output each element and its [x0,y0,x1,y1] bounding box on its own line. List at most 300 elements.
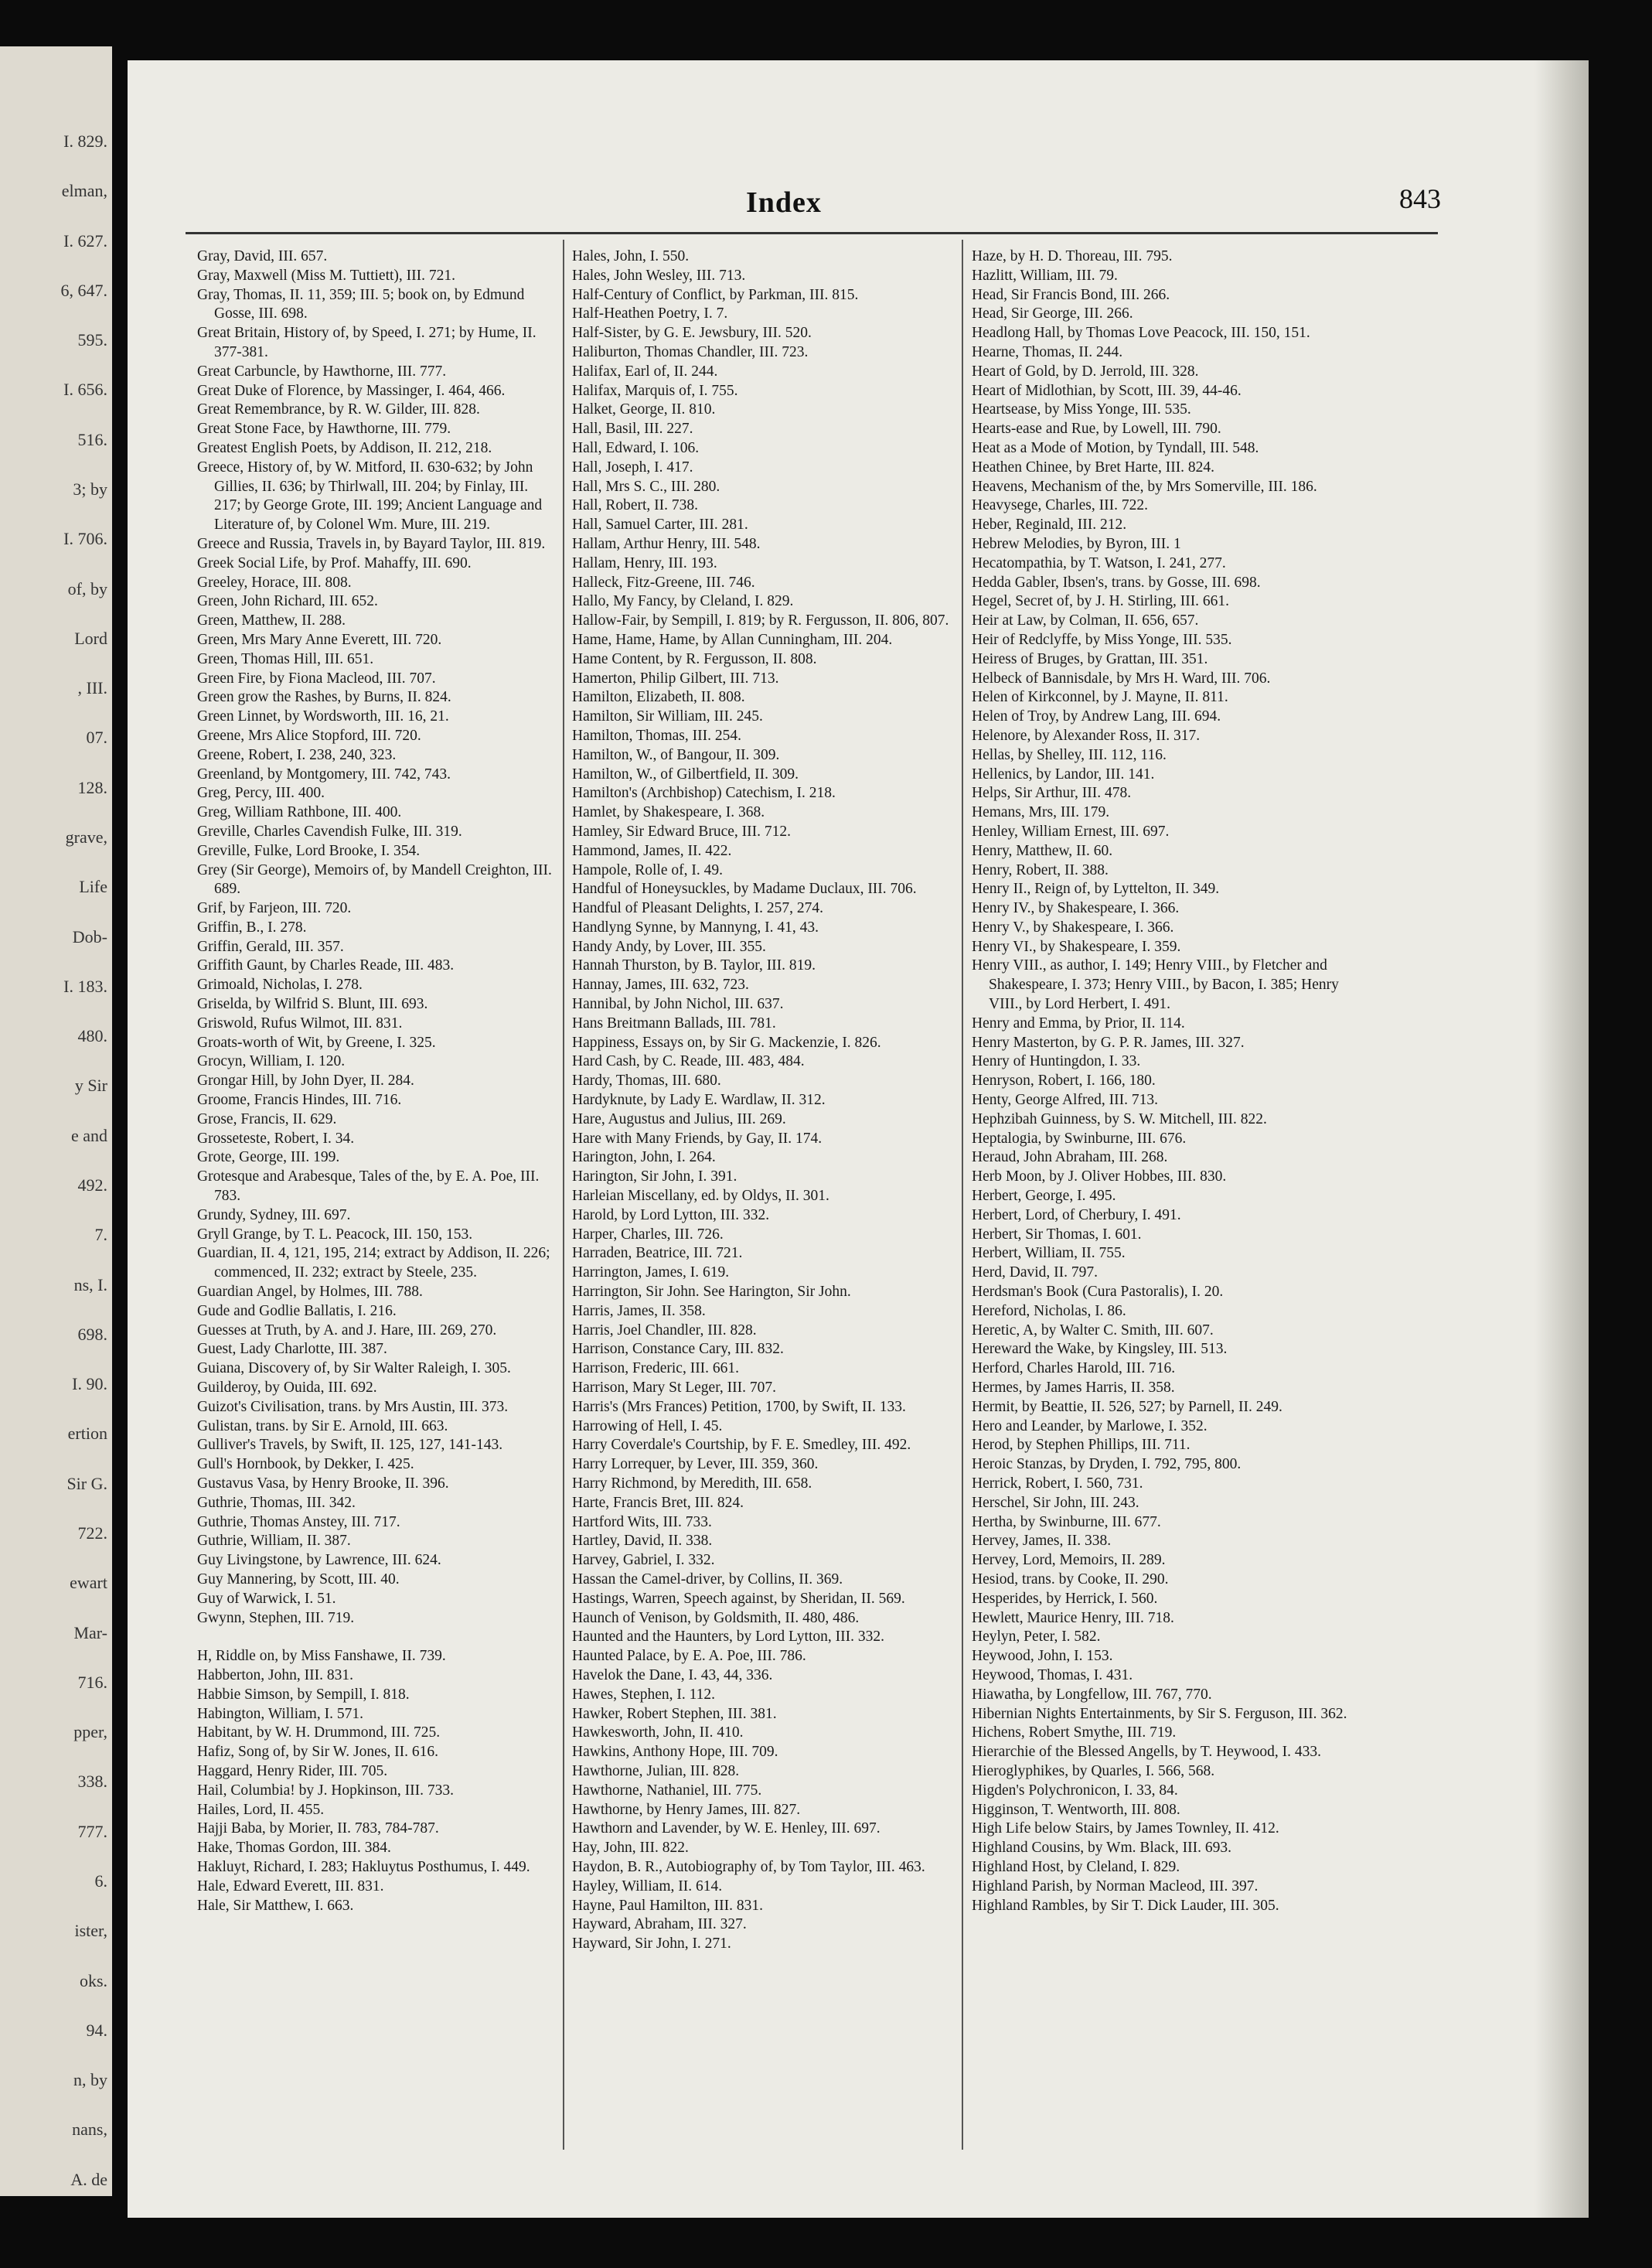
index-entry: Harold, by Lord Lytton, III. 332. [572,1206,770,1223]
index-entry: Gustavus Vasa, by Henry Brooke, II. 396. [197,1475,449,1492]
index-entry: Handful of Honeysuckles, by Madame Duclaux, III. 706. [572,881,917,898]
index-entry: Herbert, William, II. 755. [972,1245,1126,1262]
previous-page-text: I. 90. [72,1374,107,1394]
index-entry: Heber, Reginald, III. 212. [972,517,1127,534]
index-entry: Herrick, Robert, I. 560, 731. [972,1475,1143,1492]
index-entry: Hamilton, Thomas, III. 254. [572,727,741,744]
previous-page-text: A. de [70,2169,107,2189]
index-entry: Henley, William Ernest, III. 697. [972,823,1170,840]
index-entry: Hero and Leander, by Marlowe, I. 352. [972,1417,1207,1434]
previous-page-text: 6, 647. [60,280,107,300]
index-entry: Green Linnet, by Wordsworth, III. 16, 21. [197,708,449,725]
index-entry: Hamilton, Sir William, III. 245. [572,708,763,725]
index-entry: Halifax, Marquis of, I. 755. [572,382,738,399]
index-entry: Grose, Francis, II. 629. [197,1110,337,1127]
index-entry: Hard Cash, by C. Reade, III. 483, 484. [572,1053,805,1070]
index-entry: Herbert, Sir Thomas, I. 601. [972,1226,1142,1243]
previous-page-text: 716. [77,1672,107,1692]
index-entry: Gray, David, III. 657. [197,248,328,264]
index-entry: Griffin, B., I. 278. [197,919,307,936]
index-entry: Harry Lorrequer, by Lever, III. 359, 360. [572,1456,819,1473]
previous-page-text: I. 656. [63,380,107,400]
index-entry: Heir at Law, by Colman, II. 656, 657. [972,612,1199,629]
index-entry: Hermes, by James Harris, II. 358. [972,1380,1175,1397]
index-entry: Hare, Augustus and Julius, III. 269. [572,1110,786,1127]
index-entry: Hieroglyphikes, by Quarles, I. 566, 568. [972,1762,1215,1779]
previous-page-text: 338. [77,1772,107,1792]
index-entry: Hartley, David, II. 338. [572,1533,713,1550]
index-entry: Halket, George, II. 810. [572,401,716,418]
index-entry: Henry V., by Shakespeare, I. 366. [972,919,1174,936]
index-entry: Grimoald, Nicholas, I. 278. [197,977,363,994]
index-entry: Guthrie, Thomas, III. 342. [197,1494,356,1511]
index-entry: Greatest English Poets, by Addison, II. 212, 218. [197,439,492,456]
index-entry: Harleian Miscellany, ed. by Oldys, II. 301. [572,1188,829,1205]
index-entry: Heat as a Mode of Motion, by Tyndall, III. 548. [972,439,1259,456]
index-entry: Hayward, Sir John, I. 271. [572,1935,731,1953]
index-entry: Heroic Stanzas, by Dryden, I. 792, 795, 800. [972,1456,1242,1473]
index-entry: Henry of Huntingdon, I. 33. [972,1053,1141,1070]
index-entry: Hale, Sir Matthew, I. 663. [197,1897,354,1914]
index-entry: Heavens, Mechanism of the, by Mrs Somerville, III. 186. [972,478,1317,495]
index-entry: Hereward the Wake, by Kingsley, III. 513. [972,1341,1228,1358]
index-entry: Hall, Edward, I. 106. [572,439,700,456]
index-entry: Harte, Francis Bret, III. 824. [572,1494,744,1511]
column-rule-1 [563,240,564,2150]
index-entry: Hallo, My Fancy, by Cleland, I. 829. [572,593,794,610]
index-entry: Heiress of Bruges, by Grattan, III. 351. [972,650,1208,667]
index-entry: Hayne, Paul Hamilton, III. 831. [572,1897,763,1914]
index-entry [197,1628,554,1647]
index-entry: Guy of Warwick, I. 51. [197,1590,336,1607]
index-entry: Henry, Matthew, II. 60. [972,842,1113,859]
index-entry: Heart of Midlothian, by Scott, III. 39, 44-46. [972,382,1242,399]
index-entry: Head, Sir George, III. 266. [972,305,1133,322]
index-entry: Habbie Simson, by Sempill, I. 818. [197,1686,410,1703]
previous-page-text: 3; by [73,479,107,499]
index-entry: Hierarchie of the Blessed Angells, by T. Heywood, I. 433. [972,1744,1322,1761]
index-entry: Haze, by H. D. Thoreau, III. 795. [972,248,1173,264]
index-entry: Harrison, Frederic, III. 661. [572,1360,740,1377]
index-entry: Harry Coverdale's Courtship, by F. E. Smedley, III. 492. [572,1437,911,1454]
index-entry: Guiana, Discovery of, by Sir Walter Raleigh, I. 305. [197,1360,511,1377]
index-entry: Hawker, Robert Stephen, III. 381. [572,1705,777,1722]
index-entry: Harington, Sir John, I. 391. [572,1168,737,1185]
index-entry: Guesses at Truth, by A. and J. Hare, III. 269, 270. [197,1322,497,1339]
index-entry: Gryll Grange, by T. L. Peacock, III. 150, 153. [197,1226,473,1243]
index-entry: Helps, Sir Arthur, III. 478. [972,785,1132,802]
previous-page-text: 94. [86,2020,107,2040]
index-entry: Hawkesworth, John, II. 410. [572,1724,744,1741]
index-entry: Great Duke of Florence, by Massinger, I. 464, 466. [197,382,506,399]
index-entry: Guest, Lady Charlotte, III. 387. [197,1341,387,1358]
index-entry: Hamilton, W., of Bangour, II. 309. [572,746,780,763]
index-entry: Hallam, Henry, III. 193. [572,554,717,571]
index-entry: Highland Host, by Cleland, I. 829. [972,1858,1180,1875]
index-entry: Herod, by Stephen Phillips, III. 711. [972,1437,1190,1454]
previous-page-text: 698. [77,1324,107,1344]
index-entry: Green Fire, by Fiona Macleod, III. 707. [197,670,436,687]
index-entry: Green, John Richard, III. 652. [197,593,378,610]
index-entry: Havelok the Dane, I. 43, 44, 336. [572,1666,773,1683]
index-entry: Highland Cousins, by Wm. Black, III. 693. [972,1840,1231,1857]
index-entry: Hampole, Rolle of, I. 49. [572,861,723,878]
index-entry: Head, Sir Francis Bond, III. 266. [972,286,1170,303]
index-entry: Hannay, James, III. 632, 723. [572,977,749,994]
index-entry: Heathen Chinee, by Bret Harte, III. 824. [972,459,1215,476]
previous-page-text: , III. [77,678,107,698]
index-entry: Greene, Mrs Alice Stopford, III. 720. [197,727,421,744]
index-entry: Halleck, Fitz-Greene, III. 746. [572,574,755,591]
index-entry: Hereford, Nicholas, I. 86. [972,1302,1126,1319]
index-entry: Happiness, Essays on, by Sir G. Mackenzie, I. 826. [572,1034,881,1051]
index-entry: Hall, Basil, III. 227. [572,421,693,438]
index-entry: Hame, Hame, Hame, by Allan Cunningham, III. 204. [572,631,893,648]
index-entry: Hayward, Abraham, III. 327. [572,1916,747,1933]
index-entry: Greville, Fulke, Lord Brooke, I. 354. [197,842,421,859]
index-entry: Half-Century of Conflict, by Parkman, III. 815. [572,286,859,303]
index-entry: Grote, George, III. 199. [197,1149,340,1166]
index-entry: Greg, Percy, III. 400. [197,785,325,802]
previous-page-text: n, by [73,2070,107,2090]
index-entry: Gray, Maxwell (Miss M. Tuttiett), III. 721. [197,267,456,284]
previous-page-text: 7. [94,1225,107,1245]
index-entry: Grosseteste, Robert, I. 34. [197,1130,355,1147]
index-entry: Hakluyt, Richard, I. 283; Hakluytus Posthumus, I. 449. [197,1858,530,1875]
index-entry: Hannibal, by John Nichol, III. 637. [572,996,784,1013]
index-entry: Hawthorne, Julian, III. 828. [572,1762,740,1779]
index-entry: Hellas, by Shelley, III. 112, 116. [972,746,1167,763]
header-rule [186,232,1438,234]
previous-page-text: Lord [74,628,107,648]
index-entry: Hermit, by Beattie, II. 526, 527; by Parnell, II. 249. [972,1398,1282,1415]
index-entry: Hervey, James, II. 338. [972,1533,1112,1550]
page-title: Index [746,186,822,219]
index-entry: Great Carbuncle, by Hawthorne, III. 777. [197,363,447,380]
index-entry: Hannah Thurston, by B. Taylor, III. 819. [572,957,816,974]
index-entry: Henry VI., by Shakespeare, I. 359. [972,938,1181,955]
previous-page-text: 492. [77,1175,107,1195]
index-column-2 [572,247,955,1954]
previous-page-text: ertion [67,1424,107,1444]
previous-page-text: of, by [67,578,107,599]
index-entry: Herford, Charles Harold, III. 716. [972,1360,1176,1377]
index-entry: Helenore, by Alexander Ross, II. 317. [972,727,1201,744]
index-entry: Hardyknute, by Lady E. Wardlaw, II. 312. [572,1092,826,1109]
index-entry: Grif, by Farjeon, III. 720. [197,900,352,917]
index-entry: Half-Sister, by G. E. Jewsbury, III. 520. [572,325,812,342]
index-entry: Haydon, B. R., Autobiography of, by Tom Taylor, III. 463. [572,1858,925,1875]
index-entry: Harington, John, I. 264. [572,1149,716,1166]
previous-page-text: 595. [77,330,107,350]
index-entry: Hafiz, Song of, by Sir W. Jones, II. 616. [197,1744,438,1761]
index-entry: Hedda Gabler, Ibsen's, trans. by Gosse, III. 698. [972,574,1261,591]
index-entry: Hawthorn and Lavender, by W. E. Henley, III. 697. [572,1820,880,1837]
index-entry: Guthrie, Thomas Anstey, III. 717. [197,1513,400,1530]
index-entry: Hales, John Wesley, III. 713. [572,267,746,284]
index-entry: Hesperides, by Herrick, I. 560. [972,1590,1158,1607]
index-entry: Gwynn, Stephen, III. 719. [197,1609,355,1626]
index-entry: Grongar Hill, by John Dyer, II. 284. [197,1073,414,1090]
index-entry: Hearne, Thomas, II. 244. [972,343,1123,360]
index-entry: Gray, Thomas, II. 11, 359; III. 5; book on, by Edmund Gosse, III. 698. [197,286,525,322]
index-entry: Heart of Gold, by D. Jerrold, III. 328. [972,363,1199,380]
index-entry: Heretic, A, by Walter C. Smith, III. 607. [972,1322,1214,1339]
index-entry: Greenland, by Montgomery, III. 742, 743. [197,766,451,783]
index-entry: Hall, Mrs S. C., III. 280. [572,478,720,495]
index-entry: Gulistan, trans. by Sir E. Arnold, III. 663. [197,1417,448,1434]
index-entry: H, Riddle on, by Miss Fanshawe, II. 739. [197,1648,446,1665]
index-entry: Henty, George Alfred, III. 713. [972,1092,1158,1109]
index-entry: Guy Mannering, by Scott, III. 40. [197,1571,400,1588]
index-entry: Harrington, Sir John. See Harington, Sir John. [572,1284,851,1301]
index-entry: Henry and Emma, by Prior, II. 114. [972,1015,1185,1032]
index-entry: Harry Richmond, by Meredith, III. 658. [572,1475,812,1492]
index-entry: Haunted and the Haunters, by Lord Lytton, III. 332. [572,1629,884,1646]
previous-page-text: I. 183. [63,976,107,996]
index-entry: Henry Masterton, by G. P. R. James, III. 327. [972,1034,1245,1051]
previous-page-fragment [0,46,112,2196]
index-entry: Hall, Joseph, I. 417. [572,459,693,476]
index-entry: Hall, Robert, II. 738. [572,497,699,514]
index-entry: Higginson, T. Wentworth, III. 808. [972,1801,1180,1818]
index-entry: Hajji Baba, by Morier, II. 783, 784-787. [197,1820,439,1837]
index-entry: Hamilton, Elizabeth, II. 808. [572,689,745,706]
previous-page-text: I. 829. [63,131,107,151]
previous-page-text: I. 627. [63,230,107,251]
index-entry: Hebrew Melodies, by Byron, III. 1 [972,535,1181,552]
index-entry: Helen of Kirkconnel, by J. Mayne, II. 811. [972,689,1228,706]
index-entry: Halifax, Earl of, II. 244. [572,363,718,380]
index-entry: Harrington, James, I. 619. [572,1264,730,1281]
index-entry: Henryson, Robert, I. 166, 180. [972,1073,1156,1090]
index-entry: Heavysege, Charles, III. 722. [972,497,1148,514]
index-entry: High Life below Stairs, by James Townley, II. 412. [972,1820,1279,1837]
previous-page-text: I. 706. [63,529,107,549]
index-entry: Grotesque and Arabesque, Tales of the, by E. A. Poe, III. 783. [197,1168,540,1205]
index-entry: Hale, Edward Everett, III. 831. [197,1877,384,1895]
index-entry: Handy Andy, by Lover, III. 355. [572,938,766,955]
page-number: 843 [1399,183,1441,214]
index-entry: Hamlet, by Shakespeare, I. 368. [572,804,765,821]
previous-page-text: oks. [79,1970,107,1990]
index-entry: Hegel, Secret of, by J. H. Stirling, III. 661. [972,593,1230,610]
index-entry: Hallow-Fair, by Sempill, I. 819; by R. Fergusson, II. 806, 807. [572,612,949,629]
index-entry: Harrison, Constance Cary, III. 832. [572,1341,784,1358]
previous-page-text: grave, [65,827,107,847]
index-entry: Heir of Redclyffe, by Miss Yonge, III. 535. [972,631,1232,648]
index-entry: Harraden, Beatrice, III. 721. [572,1245,743,1262]
previous-page-text: ister, [74,1921,107,1941]
previous-page-text: ns, I. [73,1274,107,1294]
index-entry: Gulliver's Travels, by Swift, II. 125, 127, 141-143. [197,1437,503,1454]
index-entry: Hearts-ease and Rue, by Lowell, III. 790. [972,421,1221,438]
index-entry: Harrowing of Hell, I. 45. [572,1417,723,1434]
index-entry: Great Remembrance, by R. W. Gilder, III. 828. [197,401,480,418]
index-entry: Herschel, Sir John, III. 243. [972,1494,1139,1511]
index-entry: Greville, Charles Cavendish Fulke, III. 319. [197,823,462,840]
index-entry: Hamilton, W., of Gilbertfield, II. 309. [572,766,799,783]
index-entry: Hardy, Thomas, III. 680. [572,1073,721,1090]
index-column-1 [197,247,554,1915]
index-entry: Handlyng Synne, by Mannyng, I. 41, 43. [572,919,819,936]
index-entry: Greece, History of, by W. Mitford, II. 630-632; by John Gillies, II. 636; by Thirlwall, III. 204; by Finlay, III. 217; by George Grote, III. 199; Ancient Language and Literature of, by Colonel Wm. Mure, III. 219. [197,459,543,534]
index-entry: Higden's Polychronicon, I. 33, 84. [972,1782,1178,1799]
index-entry: Hibernian Nights Entertainments, by Sir S. Ferguson, III. 362. [972,1705,1347,1722]
index-entry: Hewlett, Maurice Henry, III. 718. [972,1609,1174,1626]
index-entry: Hawes, Stephen, I. 112. [572,1686,716,1703]
index-entry: Haunch of Venison, by Goldsmith, II. 480, 486. [572,1609,860,1626]
index-entry: Hans Breitmann Ballads, III. 781. [572,1015,776,1032]
index-entry: Haggard, Henry Rider, III. 705. [197,1762,388,1779]
previous-page-text: Mar- [73,1622,107,1642]
previous-page-text: 128. [77,777,107,797]
index-entry: Harvey, Gabriel, I. 332. [572,1552,715,1569]
index-entry: Greece and Russia, Travels in, by Bayard Taylor, III. 819. [197,535,546,552]
index-entry: Grundy, Sydney, III. 697. [197,1206,351,1223]
index-entry: Hassan the Camel-driver, by Collins, II. 369. [572,1571,843,1588]
index-entry: Great Stone Face, by Hawthorne, III. 779. [197,421,451,438]
index-entry: Headlong Hall, by Thomas Love Peacock, III. 150, 151. [972,325,1310,342]
previous-page-text: nans, [72,2120,107,2140]
index-entry: Half-Heathen Poetry, I. 7. [572,305,728,322]
index-entry: Herdsman's Book (Cura Pastoralis), I. 20. [972,1284,1224,1301]
index-entry: Henry VIII., as author, I. 149; Henry VIII., by Fletcher and Shakespeare, I. 373; Henry VIII., by Bacon, I. 385; Henry VIII., by Lord Herbert, I. 491. [972,957,1339,1013]
index-entry: Greeley, Horace, III. 808. [197,574,352,591]
index-entry: Helbeck of Bannisdale, by Mrs H. Ward, III. 706. [972,670,1271,687]
index-entry: Hesiod, trans. by Cooke, II. 290. [972,1571,1169,1588]
index-entry: Hephzibah Guinness, by S. W. Mitchell, III. 822. [972,1110,1267,1127]
index-entry: Guizot's Civilisation, trans. by Mrs Austin, III. 373. [197,1398,509,1415]
index-entry: Hazlitt, William, III. 79. [972,267,1118,284]
index-entry: Herbert, Lord, of Cherbury, I. 491. [972,1206,1181,1223]
index-entry: Herb Moon, by J. Oliver Hobbes, III. 830. [972,1168,1227,1185]
index-entry: Gude and Godlie Ballatis, I. 216. [197,1302,397,1319]
index-entry: Hail, Columbia! by J. Hopkinson, III. 733. [197,1782,455,1799]
column-rule-2 [962,240,963,2150]
index-entry: Hammond, James, II. 422. [572,842,732,859]
index-entry: Henry IV., by Shakespeare, I. 366. [972,900,1180,917]
index-entry: Green, Mrs Mary Anne Everett, III. 720. [197,631,442,648]
index-page [128,60,1589,2218]
index-entry: Helen of Troy, by Andrew Lang, III. 694. [972,708,1221,725]
previous-page-text: 516. [77,429,107,449]
index-entry: Heywood, John, I. 153. [972,1648,1113,1665]
index-entry: Henry, Robert, II. 388. [972,861,1109,878]
index-column-3 [972,247,1351,1915]
index-entry: Habberton, John, III. 831. [197,1666,353,1683]
index-entry: Harper, Charles, III. 726. [572,1226,724,1243]
index-entry: Harrison, Mary St Leger, III. 707. [572,1380,777,1397]
index-entry: Harris, Joel Chandler, III. 828. [572,1322,757,1339]
index-entry: Habitant, by W. H. Drummond, III. 725. [197,1724,441,1741]
index-entry: Herbert, George, I. 495. [972,1188,1116,1205]
index-entry: Hecatompathia, by T. Watson, I. 241, 277. [972,554,1226,571]
index-entry: Hellenics, by Landor, III. 141. [972,766,1155,783]
index-entry: Heartsease, by Miss Yonge, III. 535. [972,401,1191,418]
previous-page-text: 07. [86,728,107,748]
index-entry: Hemans, Mrs, III. 179. [972,804,1110,821]
index-entry: Griffin, Gerald, III. 357. [197,938,344,955]
previous-page-text: 6. [94,1871,107,1891]
index-entry: Griswold, Rufus Wilmot, III. 831. [197,1015,403,1032]
previous-page-text: elman, [61,181,107,201]
index-entry: Hamley, Sir Edward Bruce, III. 712. [572,823,792,840]
previous-page-text: Dob- [72,926,107,946]
index-entry: Guy Livingstone, by Lawrence, III. 624. [197,1552,441,1569]
previous-page-text: e and [70,1125,107,1145]
previous-page-text: pper, [73,1722,107,1742]
index-entry: Greek Social Life, by Prof. Mahaffy, III. 690. [197,554,472,571]
previous-page-text: Sir G. [66,1473,107,1493]
index-entry: Green, Thomas Hill, III. 651. [197,650,374,667]
index-entry: Hake, Thomas Gordon, III. 384. [197,1840,391,1857]
index-entry: Haliburton, Thomas Chandler, III. 723. [572,343,809,360]
index-entry: Habington, William, I. 571. [197,1705,363,1722]
index-entry: Harris's (Mrs Frances) Petition, 1700, by Swift, II. 133. [572,1398,906,1415]
index-entry: Hervey, Lord, Memoirs, II. 289. [972,1552,1166,1569]
index-entry: Guardian Angel, by Holmes, III. 788. [197,1284,423,1301]
index-entry: Guthrie, William, II. 387. [197,1533,351,1550]
index-entry: Hall, Samuel Carter, III. 281. [572,517,748,534]
page-edge-shadow [1534,60,1589,2218]
index-entry: Groats-worth of Wit, by Greene, I. 325. [197,1034,436,1051]
index-entry: Griselda, by Wilfrid S. Blunt, III. 693. [197,996,428,1013]
index-entry: Hamilton's (Archbishop) Catechism, I. 218. [572,785,836,802]
index-entry: Hiawatha, by Longfellow, III. 767, 770. [972,1686,1212,1703]
previous-page-text: 722. [77,1523,107,1543]
index-entry: Greene, Robert, I. 238, 240, 323. [197,746,397,763]
index-entry: Hay, John, III. 822. [572,1840,689,1857]
index-entry: Gull's Hornbook, by Dekker, I. 425. [197,1456,414,1473]
index-entry: Hame Content, by R. Fergusson, II. 808. [572,650,817,667]
index-entry: Greg, William Rathbone, III. 400. [197,804,402,821]
index-entry: Harris, James, II. 358. [572,1302,706,1319]
index-entry: Hartford Wits, III. 733. [572,1513,712,1530]
index-entry: Hallam, Arthur Henry, III. 548. [572,535,761,552]
index-entry: Green grow the Rashes, by Burns, II. 824. [197,689,451,706]
previous-page-text: 777. [77,1821,107,1841]
index-entry: Hawkins, Anthony Hope, III. 709. [572,1744,778,1761]
index-entry: Hawthorne, by Henry James, III. 827. [572,1801,801,1818]
index-entry: Guardian, II. 4, 121, 195, 214; extract by Addison, II. 226; commenced, II. 232; extract by Steele, 235. [197,1245,550,1281]
index-entry: Great Britain, History of, by Speed, I. 271; by Hume, II. 377-381. [197,325,536,360]
index-entry: Haunted Palace, by E. A. Poe, III. 786. [572,1648,806,1665]
index-entry: Griffith Gaunt, by Charles Reade, III. 483. [197,957,455,974]
index-entry: Heraud, John Abraham, III. 268. [972,1149,1168,1166]
index-entry: Grocyn, William, I. 120. [197,1053,346,1070]
index-entry: Handful of Pleasant Delights, I. 257, 274. [572,900,823,917]
index-entry: Herd, David, II. 797. [972,1264,1098,1281]
index-entry: Heywood, Thomas, I. 431. [972,1666,1133,1683]
index-entry: Heylyn, Peter, I. 582. [972,1629,1101,1646]
previous-page-text: ewart [70,1573,107,1593]
index-entry: Hailes, Lord, II. 455. [197,1801,325,1818]
index-entry: Hastings, Warren, Speech against, by Sheridan, II. 569. [572,1590,905,1607]
index-entry: Hamerton, Philip Gilbert, III. 713. [572,670,779,687]
previous-page-text: 480. [77,1026,107,1046]
index-entry: Groome, Francis Hindes, III. 716. [197,1092,402,1109]
index-entry: Hertha, by Swinburne, III. 677. [972,1513,1161,1530]
index-entry: Hayley, William, II. 614. [572,1877,723,1895]
index-entry: Highland Parish, by Norman Macleod, III. 397. [972,1877,1259,1895]
index-entry: Green, Matthew, II. 288. [197,612,346,629]
previous-page-text: y Sir [74,1076,107,1096]
index-entry: Guilderoy, by Ouida, III. 692. [197,1380,377,1397]
index-entry: Grey (Sir George), Memoirs of, by Mandell Creighton, III. 689. [197,861,552,898]
index-entry: Hare with Many Friends, by Gay, II. 174. [572,1130,823,1147]
index-entry: Heptalogia, by Swinburne, III. 676. [972,1130,1187,1147]
